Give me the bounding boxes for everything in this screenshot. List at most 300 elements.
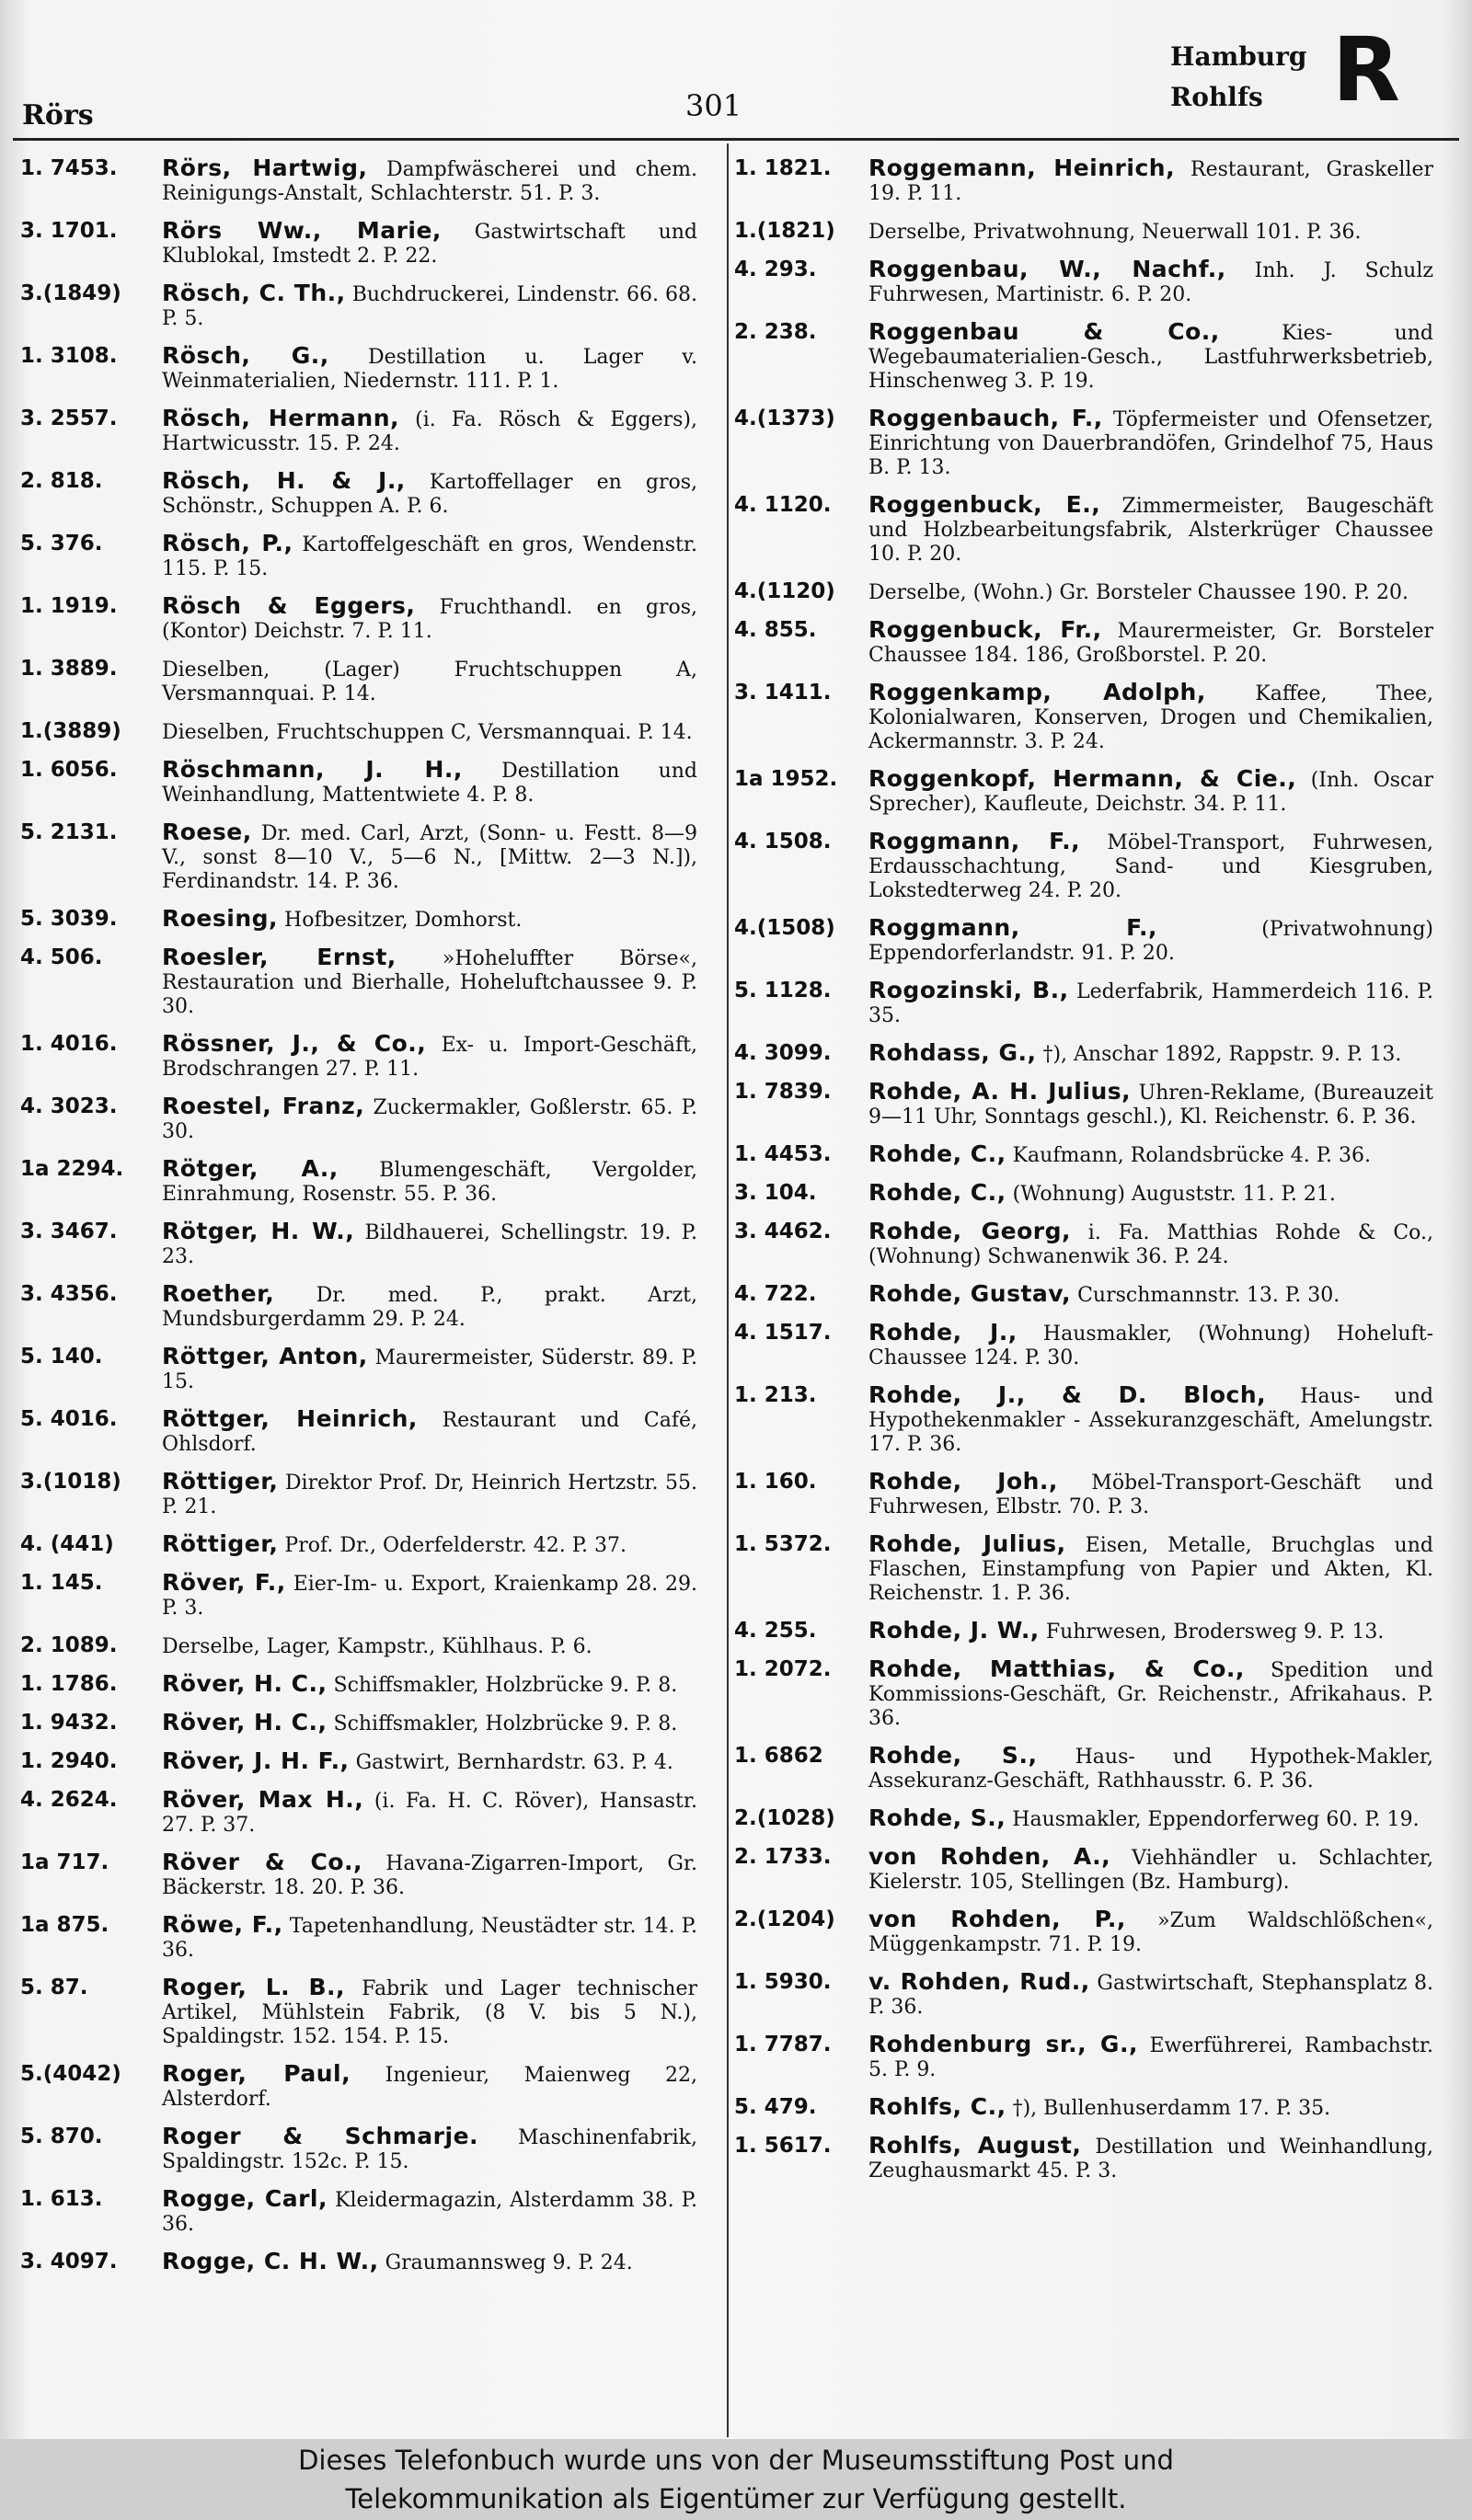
entry-name: Rohde, J., & D. Bloch,	[868, 1381, 1267, 1408]
phone-number: 2.(1204)	[734, 1907, 835, 1931]
entry-details: »Hoheluffter Börse«, Restauration und Bierhalle, Hoheluftchaussee 9. P. 30.	[162, 947, 697, 1018]
entry-body	[868, 916, 1433, 966]
phone-number: 1a 1952.	[734, 767, 838, 791]
entry-details: Möbel-Transport, Fuhrwesen, Erdausschachtung, Sand- und Kiesgruben, Lokstedterweg 24. P. 20.	[868, 831, 1433, 902]
phone-number: 4. 1120.	[734, 493, 832, 517]
phone-number: 5.(4042)	[20, 2062, 121, 2086]
phone-number: 3. 4356.	[20, 1282, 118, 1306]
entry-name: Roggmann, F.,	[868, 828, 1081, 854]
entry-name: Rösch & Eggers,	[162, 592, 416, 619]
page-footer	[0, 2439, 1472, 2520]
entry-details: Destillation und Weinhandlung, Zeughausmarkt 45. P. 3.	[868, 2136, 1433, 2182]
entry-name: Rösch, H. & J.,	[162, 467, 406, 494]
entry-details: Hofbesitzer, Domhorst.	[284, 909, 523, 932]
entry-name: Rötger, A.,	[162, 1155, 339, 1182]
entry-name: von Rohden, A.,	[868, 1843, 1111, 1870]
entry-name: Röver, Max H.,	[162, 1786, 364, 1813]
phone-number: 1. 5930.	[734, 1970, 832, 1994]
entry-details: Fuhrwesen, Brodersweg 9. P. 13.	[1045, 1621, 1385, 1644]
entry-name: Rohlfs, August,	[868, 2132, 1082, 2159]
directory-entry	[20, 907, 697, 933]
entry-name: Roggemann, Heinrich,	[868, 155, 1176, 181]
entry-name: Rösch, G.,	[162, 342, 329, 369]
phone-number: 4. 506.	[20, 945, 103, 969]
phone-number: 4. 255.	[734, 1619, 817, 1643]
entry-name: v. Rohden, Rud.,	[868, 1968, 1090, 1995]
entry-body	[868, 830, 1433, 903]
entry-body	[868, 1619, 1433, 1644]
directory-entry	[734, 156, 1433, 206]
entry-details: Curschmannstr. 13. P. 30.	[1077, 1284, 1340, 1307]
entry-name: Röttger, Anton,	[162, 1343, 368, 1369]
entry-details: Restaurant und Café, Ohlsdorf.	[162, 1409, 698, 1456]
entry-body	[162, 407, 697, 456]
entry-body	[162, 1788, 697, 1838]
entry-name: Roether,	[162, 1280, 275, 1307]
left-column	[20, 156, 697, 2288]
directory-entry	[734, 579, 1433, 605]
entry-details: (Privatwohnung) Eppendorferlandstr. 91. P. 20.	[868, 918, 1433, 965]
directory-entry	[734, 407, 1433, 480]
entry-name: Roggenbauch, F.,	[868, 405, 1103, 431]
entry-body	[868, 156, 1433, 206]
entry-body	[868, 258, 1433, 307]
directory-entry	[20, 1571, 697, 1621]
phone-number: 1. 213.	[734, 1383, 817, 1407]
directory-entry	[20, 219, 697, 269]
directory-entry	[734, 219, 1433, 245]
entry-body	[868, 493, 1433, 567]
directory-entry	[20, 594, 697, 644]
entry-body	[162, 2187, 697, 2237]
directory-entry	[20, 719, 697, 745]
entry-name: Rörs Ww., Marie,	[162, 217, 442, 244]
entry-body	[162, 1532, 697, 1558]
entry-body	[162, 469, 697, 519]
entry-details: Derselbe, Privatwohnung, Neuerwall 101. P. 36.	[868, 221, 1362, 244]
phone-number: 1. 6862	[734, 1744, 823, 1768]
phone-number: 4.(1508)	[734, 916, 835, 940]
phone-number: 3. 4097.	[20, 2250, 118, 2274]
entry-details: (Inh. Oscar Sprecher), Kaufleute, Deichstr. 34. P. 11.	[868, 769, 1433, 816]
entry-name: Rohde, Gustav,	[868, 1280, 1072, 1307]
entry-body	[868, 1181, 1433, 1207]
phone-number: 1. 6056.	[20, 758, 118, 782]
entry-details: »Zum Waldschlößchen«, Müggenkampstr. 71. P. 19.	[868, 1909, 1433, 1956]
entry-details: Fruchthandl. en gros, (Kontor) Deichstr. 7. P. 11.	[162, 596, 697, 643]
entry-body	[162, 719, 697, 745]
entry-body	[868, 1383, 1433, 1457]
phone-number: 4.(1120)	[734, 579, 835, 603]
entry-body	[868, 219, 1433, 245]
entry-name: Rohde, Joh.,	[868, 1468, 1058, 1495]
directory-entry	[734, 1532, 1433, 1606]
directory-entry	[20, 532, 697, 581]
entry-body	[868, 1321, 1433, 1370]
directory-entry	[20, 2250, 697, 2275]
entry-details: Gastwirtschaft, Stephansplatz 8. P. 36.	[868, 1972, 1433, 2019]
entry-name: Rohde, Matthias, & Co.,	[868, 1655, 1245, 1682]
phone-number: 1. 1786.	[20, 1672, 118, 1696]
entry-body	[162, 2250, 697, 2275]
directory-entry	[20, 1282, 697, 1332]
entry-name: Roggenbau, W., Nachf.,	[868, 256, 1226, 282]
phone-number: 4.(1373)	[734, 407, 835, 430]
entry-body	[162, 1571, 697, 1621]
directory-entry	[734, 2134, 1433, 2183]
entry-body	[162, 2062, 697, 2112]
phone-number: 2. 1733.	[734, 1845, 832, 1869]
directory-entry	[734, 1619, 1433, 1644]
phone-number: 4. 293.	[734, 258, 817, 281]
directory-entry	[20, 1094, 697, 1144]
phone-number: 5. 140.	[20, 1345, 103, 1369]
directory-entry	[20, 281, 697, 331]
entry-details: Zimmermeister, Baugeschäft und Holzbearbeitungsfabrik, Alsterkrüger Chaussee 10. P. 20.	[868, 495, 1433, 566]
entry-details: Maurermeister, Gr. Borsteler Chaussee 184. 186, Großborstel. P. 20.	[868, 620, 1433, 667]
entry-name: Rösch, Hermann,	[162, 405, 399, 431]
directory-entry	[20, 407, 697, 456]
entry-body	[162, 1407, 697, 1457]
entry-details: Töpfermeister und Ofensetzer, Einrichtung von Dauerbrandöfen, Grindelhof 75, Haus B. P. 13.	[868, 408, 1434, 479]
entry-name: Roggenbuck, Fr.,	[868, 616, 1102, 643]
directory-entry	[734, 1970, 1433, 2020]
entry-body	[868, 979, 1433, 1028]
directory-entry	[20, 1788, 697, 1838]
directory-entry	[20, 1345, 697, 1394]
entry-body	[162, 156, 697, 206]
entry-name: Roger & Schmarje.	[162, 2123, 479, 2149]
entry-details: (Wohnung) Auguststr. 11. P. 21.	[1012, 1183, 1336, 1206]
directory-entry	[734, 1657, 1433, 1731]
entry-body	[868, 1220, 1433, 1269]
entry-body	[162, 758, 697, 808]
entry-name: Rogge, C. H. W.,	[162, 2248, 379, 2274]
entry-details: Möbel-Transport-Geschäft und Fuhrwesen, Elbstr. 70. P. 3.	[868, 1472, 1433, 1518]
entry-body	[162, 1711, 697, 1736]
directory-entry	[20, 1220, 697, 1269]
entry-details: †), Anschar 1892, Rappstr. 9. P. 13.	[1042, 1043, 1402, 1066]
entry-name: von Rohden, P.,	[868, 1906, 1126, 1932]
directory-entry	[20, 2062, 697, 2112]
phone-number: 5. 479.	[734, 2095, 817, 2119]
directory-entry	[734, 618, 1433, 668]
entry-name: Roggenbau & Co.,	[868, 318, 1220, 345]
directory-entry	[20, 1157, 697, 1207]
entry-details: Kartoffellager en gros, Schönstr., Schuppen A. P. 6.	[162, 471, 697, 518]
directory-entry	[734, 1806, 1433, 1832]
entry-details: Derselbe, Lager, Kampstr., Kühlhaus. P. 6.	[162, 1635, 592, 1658]
phone-number: 1a 717.	[20, 1850, 109, 1874]
entry-details: Bildhauerei, Schellingstr. 19. P. 23.	[162, 1221, 697, 1268]
entry-name: Roese,	[162, 819, 252, 845]
entry-name: Rohdass, G.,	[868, 1039, 1037, 1066]
directory-entry	[734, 1383, 1433, 1457]
entry-name: Roggenkopf, Hermann, & Cie.,	[868, 765, 1297, 792]
entry-body	[162, 594, 697, 644]
phone-number: 5. 2131.	[20, 820, 118, 844]
entry-details: Dampfwäscherei und chem. Reinigungs-Anstalt, Schlachterstr. 51. P. 3.	[162, 158, 698, 205]
directory-entry	[734, 2033, 1433, 2082]
entry-details: Haus- und Hypothek-Makler, Assekuranz-Geschäft, Rathhausstr. 6. P. 36.	[868, 1746, 1433, 1793]
phone-number: 2. 1089.	[20, 1633, 118, 1657]
index-letter: R	[1332, 18, 1400, 121]
phone-number: 1. 1821.	[734, 156, 832, 180]
phone-number: 3.(1018)	[20, 1470, 121, 1494]
directory-entry	[734, 1845, 1433, 1895]
entry-body	[162, 219, 697, 269]
directory-entry	[734, 1220, 1433, 1269]
phone-number: 1. 2072.	[734, 1657, 832, 1681]
entry-name: Rohlfs, C.,	[868, 2093, 1006, 2120]
phone-number: 1. 1919.	[20, 594, 118, 618]
directory-entry	[20, 1032, 697, 1082]
entry-body	[162, 1672, 697, 1698]
entry-body	[868, 2134, 1433, 2183]
entry-body	[868, 1657, 1433, 1731]
column-divider	[727, 143, 729, 2437]
page-number: 301	[685, 88, 742, 123]
directory-entry	[734, 1041, 1433, 1067]
entry-details: Fabrik und Lager technischer Artikel, Mühlstein Fabrik, (8 V. bis 5 N.), Spaldingstr. 152. 154. P. 15.	[162, 1977, 697, 2048]
entry-details: i. Fa. Matthias Rohde & Co., (Wohnung) Schwanenwik 36. P. 24.	[868, 1221, 1433, 1268]
entry-name: Roggmann, F.,	[868, 914, 1158, 941]
directory-entry	[734, 1470, 1433, 1519]
right-column	[734, 156, 1433, 2196]
entry-body	[162, 2125, 697, 2174]
entry-details: Kaufmann, Rolandsbrücke 4. P. 36.	[1012, 1144, 1372, 1167]
directory-entry	[734, 916, 1433, 966]
entry-details: Inh. J. Schulz Fuhrwesen, Martinistr. 6. P. 20.	[868, 259, 1433, 306]
directory-entry	[20, 156, 697, 206]
entry-body	[868, 407, 1433, 480]
entry-name: Röver & Co.,	[162, 1849, 363, 1875]
entry-body	[162, 657, 697, 706]
directory-entry	[20, 758, 697, 808]
phone-number: 1. 7787.	[734, 2033, 832, 2056]
entry-details: Eier-Im- u. Export, Kraienkamp 28. 29. P. 3.	[162, 1573, 698, 1620]
directory-entry	[20, 1913, 697, 1963]
entry-name: Rohde, S.,	[868, 1742, 1038, 1769]
header-left-keyword: Rörs	[22, 99, 94, 132]
entry-body	[868, 1970, 1433, 2020]
directory-entry	[734, 1080, 1433, 1129]
phone-number: 1. 2940.	[20, 1749, 118, 1773]
entry-name: Roger, Paul,	[162, 2060, 351, 2087]
entry-details: Schiffsmakler, Holzbrücke 9. P. 8.	[333, 1712, 678, 1735]
directory-entry	[734, 767, 1433, 817]
entry-details: Schiffsmakler, Holzbrücke 9. P. 8.	[333, 1674, 678, 1697]
phone-number: 1a 875.	[20, 1913, 109, 1937]
phone-number: 3. 3467.	[20, 1220, 118, 1243]
directory-entry	[20, 1407, 697, 1457]
phone-number: 3. 104.	[734, 1181, 817, 1205]
entry-name: Röttiger,	[162, 1468, 279, 1495]
entry-details: Gastwirt, Bernhardstr. 63. P. 4.	[355, 1751, 673, 1774]
phone-number: 5. 1128.	[734, 979, 832, 1002]
entry-name: Roesler, Ernst,	[162, 944, 397, 970]
phone-number: 1. 9432.	[20, 1711, 118, 1735]
phone-number: 4. (441)	[20, 1532, 114, 1556]
directory-entry	[734, 681, 1433, 754]
entry-details: (i. Fa. H. C. Röver), Hansastr. 27. P. 37.	[162, 1790, 697, 1837]
entry-name: Rogozinski, B.,	[868, 977, 1069, 1003]
entry-details: Lederfabrik, Hammerdeich 116. P. 35.	[868, 980, 1433, 1027]
phone-number: 5. 87.	[20, 1976, 88, 1999]
phone-number: 1.(3889)	[20, 719, 121, 743]
directory-entry	[20, 469, 697, 519]
entry-details: (i. Fa. Rösch & Eggers), Hartwicusstr. 15. P. 24.	[162, 408, 697, 455]
entry-body	[162, 1749, 697, 1775]
entry-body	[162, 907, 697, 933]
phone-number: 5. 4016.	[20, 1407, 118, 1431]
entry-name: Rötger, H. W.,	[162, 1218, 355, 1244]
directory-entry	[20, 344, 697, 394]
entry-body	[868, 2033, 1433, 2082]
phone-number: 3. 4462.	[734, 1220, 832, 1243]
entry-body	[868, 1744, 1433, 1793]
entry-details: Zuckermakler, Goßlerstr. 65. P. 30.	[162, 1096, 698, 1143]
entry-name: Rohdenburg sr., G.,	[868, 2031, 1138, 2057]
entry-name: Rohde, S.,	[868, 1804, 1006, 1831]
phone-number: 4. 3023.	[20, 1094, 118, 1118]
entry-details: Viehhändler u. Schlachter, Kielerstr. 105, Stellingen (Bz. Hamburg).	[868, 1847, 1434, 1894]
entry-details: Gastwirtschaft und Klublokal, Imstedt 2. P. 22.	[162, 221, 697, 268]
entry-body	[162, 1345, 697, 1394]
entry-details: Maurermeister, Süderstr. 89. P. 15.	[162, 1346, 697, 1393]
entry-name: Röttger, Heinrich,	[162, 1405, 418, 1432]
directory-entry	[20, 1850, 697, 1900]
entry-details: Uhren-Reklame, (Bureauzeit 9—11 Uhr, Sonntags geschl.), Kl. Reichenstr. 6. P. 36.	[868, 1082, 1434, 1128]
entry-name: Röver, J. H. F.,	[162, 1747, 350, 1774]
entry-body	[162, 1976, 697, 2049]
phone-number: 4. 1517.	[734, 1321, 832, 1345]
entry-name: Röwe, F.,	[162, 1911, 283, 1938]
entry-name: Rörs, Hartwig,	[162, 155, 368, 181]
entry-name: Roggenbuck, E.,	[868, 491, 1101, 518]
entry-name: Rösch, C. Th.,	[162, 280, 346, 306]
header-right-keyword: Rohlfs	[1170, 82, 1263, 112]
phone-number: 4. 855.	[734, 618, 817, 642]
entry-body	[162, 281, 697, 331]
entry-details: Kartoffelgeschäft en gros, Wendenstr. 115. P. 15.	[162, 533, 697, 580]
phone-number: 2.(1028)	[734, 1806, 835, 1830]
entry-body	[868, 1470, 1433, 1519]
entry-details: Restaurant, Graskeller 19. P. 11.	[868, 158, 1434, 205]
entry-body	[162, 1094, 697, 1144]
entry-name: Roger, L. B.,	[162, 1974, 346, 2000]
entry-body	[162, 1633, 697, 1659]
header-rule	[13, 138, 1459, 141]
phone-number: 1. 145.	[20, 1571, 103, 1595]
directory-entry	[734, 320, 1433, 394]
directory-entry	[20, 1470, 697, 1519]
phone-number: 1. 5372.	[734, 1532, 832, 1556]
phone-number: 1. 613.	[20, 2187, 103, 2211]
entry-name: Röver, H. C.,	[162, 1709, 328, 1735]
directory-entry	[734, 830, 1433, 903]
entry-body	[162, 1282, 697, 1332]
entry-name: Rössner, J., & Co.,	[162, 1030, 427, 1057]
phone-number: 5. 3039.	[20, 907, 118, 931]
directory-entry	[734, 1282, 1433, 1308]
entry-details: Maschinenfabrik, Spaldingstr. 152c. P. 15.	[162, 2126, 697, 2173]
directory-entry	[20, 820, 697, 894]
header-city: Hamburg	[1170, 41, 1307, 72]
directory-entry	[20, 657, 697, 706]
entry-body	[162, 1850, 697, 1900]
entry-details: Hausmakler, (Wohnung) Hoheluft-Chaussee 124. P. 30.	[868, 1323, 1433, 1369]
entry-name: Rösch, P.,	[162, 530, 293, 556]
phone-number: 1. 4016.	[20, 1032, 118, 1056]
phone-number: 1. 4453.	[734, 1142, 832, 1166]
entry-body	[868, 2095, 1433, 2121]
entry-details: Havana-Zigarren-Import, Gr. Bäckerstr. 18. 20. P. 36.	[162, 1852, 697, 1899]
directory-entry	[734, 1321, 1433, 1370]
entry-name: Roggenkamp, Adolph,	[868, 679, 1206, 705]
entry-body	[868, 681, 1433, 754]
entry-details: Hausmakler, Eppendorferweg 60. P. 19.	[1012, 1808, 1420, 1831]
entry-name: Rogge, Carl,	[162, 2185, 328, 2212]
phone-number: 1. 3108.	[20, 344, 118, 368]
entry-details: Dr. med. P., prakt. Arzt, Mundsburgerdamm 29. P. 24.	[162, 1284, 697, 1331]
phone-number: 5. 870.	[20, 2125, 103, 2148]
directory-entry	[20, 1749, 697, 1775]
entry-body	[868, 1080, 1433, 1129]
directory-entry	[734, 1142, 1433, 1168]
entry-body	[162, 1157, 697, 1207]
directory-entry	[734, 1181, 1433, 1207]
directory-entry	[734, 1907, 1433, 1957]
directory-entry	[734, 258, 1433, 307]
entry-body	[868, 1845, 1433, 1895]
entry-name: Rohde, J.,	[868, 1319, 1018, 1346]
entry-body	[162, 820, 697, 894]
entry-name: Röver, H. C.,	[162, 1670, 328, 1697]
entry-details: Haus- und Hypothekenmakler - Assekuranzgeschäft, Amelungstr. 17. P. 36.	[868, 1385, 1433, 1456]
entry-name: Roesing,	[162, 905, 279, 932]
directory-entry	[734, 493, 1433, 567]
phone-number: 1. 160.	[734, 1470, 817, 1494]
entry-details: Tapetenhandlung, Neustädter str. 14. P. 36.	[162, 1915, 697, 1962]
directory-entry	[20, 945, 697, 1019]
entry-body	[162, 344, 697, 394]
entry-details: †), Bullenhuserdamm 17. P. 35.	[1012, 2097, 1331, 2120]
phone-number: 4. 2624.	[20, 1788, 118, 1812]
entry-details: Direktor Prof. Dr, Heinrich Hertzstr. 55. P. 21.	[162, 1472, 697, 1518]
entry-name: Röttiger,	[162, 1530, 279, 1557]
directory-entry	[20, 1976, 697, 2049]
phone-number: 3.(1849)	[20, 281, 121, 305]
entry-name: Röver, F.,	[162, 1569, 286, 1596]
directory-entry	[20, 1711, 697, 1736]
entry-details: Dr. med. Carl, Arzt, (Sonn- u. Festt. 8—9 V., sonst 8—10 V., 5—6 N., [Mittw. 2—3 N.]), Ferdinandstr. 14. P. 36.	[162, 822, 698, 893]
entry-details: Derselbe, (Wohn.) Gr. Borsteler Chaussee 190. P. 20.	[868, 581, 1409, 604]
entry-details: Ex- u. Import-Geschäft, Brodschrangen 27. P. 11.	[162, 1034, 697, 1081]
entry-name: Rohde, Georg,	[868, 1218, 1071, 1244]
directory-entry	[20, 2125, 697, 2174]
entry-details: Kaffee, Thee, Kolonialwaren, Konserven, Drogen und Chemikalien, Ackermannstr. 3. P. 24.	[868, 682, 1433, 753]
phone-number: 5. 376.	[20, 532, 103, 556]
phone-number: 1. 3889.	[20, 657, 118, 681]
entry-body	[868, 1532, 1433, 1606]
entry-details: Blumengeschäft, Vergolder, Einrahmung, Rosenstr. 55. P. 36.	[162, 1159, 698, 1206]
directory-entry	[20, 1633, 697, 1659]
page-header	[0, 0, 1472, 138]
footer-line-1: Dieses Telefonbuch wurde uns von der Museumsstiftung Post und	[298, 2445, 1174, 2476]
entry-details: Eisen, Metalle, Bruchglas und Flaschen, Einstampfung von Papier und Akten, Kl. Reichenstr. 1. P. 36.	[868, 1534, 1433, 1605]
entry-details: Prof. Dr., Oderfelderstr. 42. P. 37.	[284, 1534, 627, 1557]
